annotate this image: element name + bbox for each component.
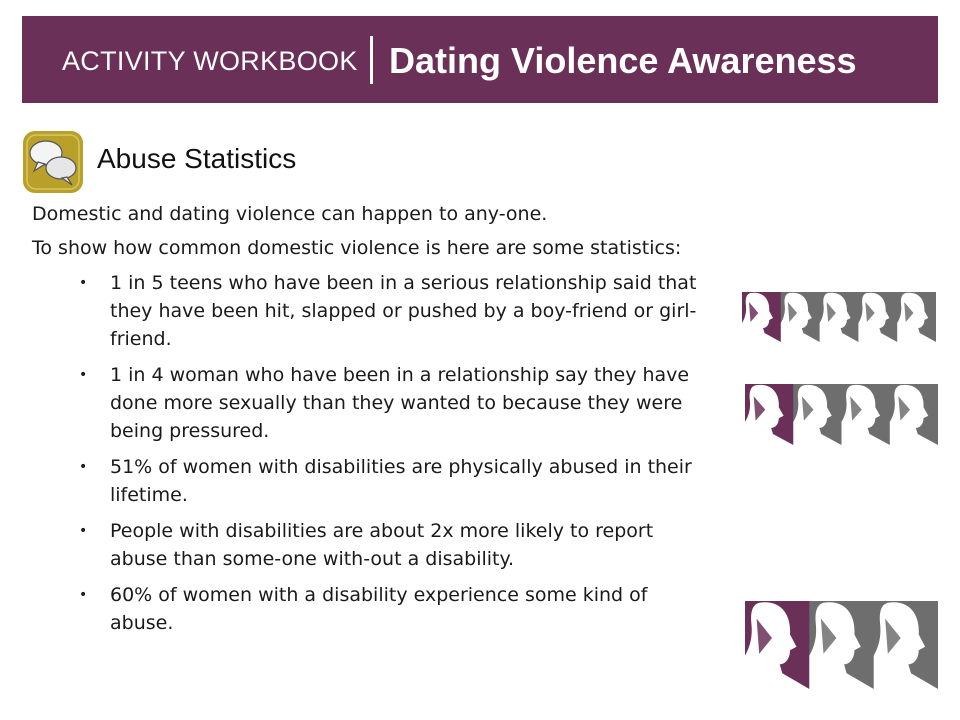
neutral-face [820, 292, 859, 342]
list-item [32, 517, 712, 573]
neutral-face [793, 384, 842, 445]
stat-text: 51% of women with disabilities are physically abused in their lifetime. [110, 456, 692, 506]
faces-svg [745, 384, 938, 445]
list-item [32, 269, 712, 353]
bullet: • [79, 459, 88, 475]
neutral-face [890, 384, 938, 445]
stat-text: 60% of women with a disability experience some kind of abuse. [110, 584, 648, 634]
header-banner [22, 16, 938, 103]
header-divider [370, 36, 373, 84]
neutral-face [897, 292, 936, 342]
workbook-label: ACTIVITY WORKBOOK [62, 46, 358, 76]
one-in-three-faces-graphic [745, 601, 938, 689]
page-title: Dating Violence Awareness [389, 40, 857, 81]
stat-text: 1 in 4 woman who have been in a relationship say they have done more sexually than they wanted to because they were being pressured. [110, 364, 690, 442]
body-text [32, 200, 712, 645]
bullet: • [79, 275, 88, 291]
stat-text: People with disabilities are about 2x more likely to report abuse than some-one with-out a disability. [110, 520, 654, 570]
list-item [32, 361, 712, 445]
list-item [32, 581, 712, 637]
speech-bubbles-icon [22, 130, 84, 194]
statistics-list [32, 269, 712, 637]
neutral-face [809, 601, 874, 689]
bullet: • [79, 523, 88, 539]
list-item [32, 453, 712, 509]
bullet: • [79, 587, 88, 603]
one-in-five-faces-graphic [742, 292, 936, 342]
intro-line: To show how common domestic violence is here are some statistics: [32, 237, 682, 259]
highlighted-face [745, 384, 794, 445]
faces-svg [745, 601, 938, 689]
neutral-face [874, 601, 938, 689]
bullet: • [79, 367, 88, 383]
neutral-face [842, 384, 891, 445]
faces-svg [742, 292, 936, 342]
one-in-four-faces-graphic [745, 384, 938, 445]
highlighted-face [742, 292, 781, 342]
intro-line: Domestic and dating violence can happen to any-one. [32, 203, 548, 225]
section-title: Abuse Statistics [97, 143, 297, 174]
neutral-face [781, 292, 820, 342]
highlighted-face [745, 601, 810, 689]
neutral-face [858, 292, 897, 342]
stat-text: 1 in 5 teens who have been in a serious relationship said that they have been hit, slapped or pushed by a boy-friend or girl-friend. [110, 272, 697, 350]
